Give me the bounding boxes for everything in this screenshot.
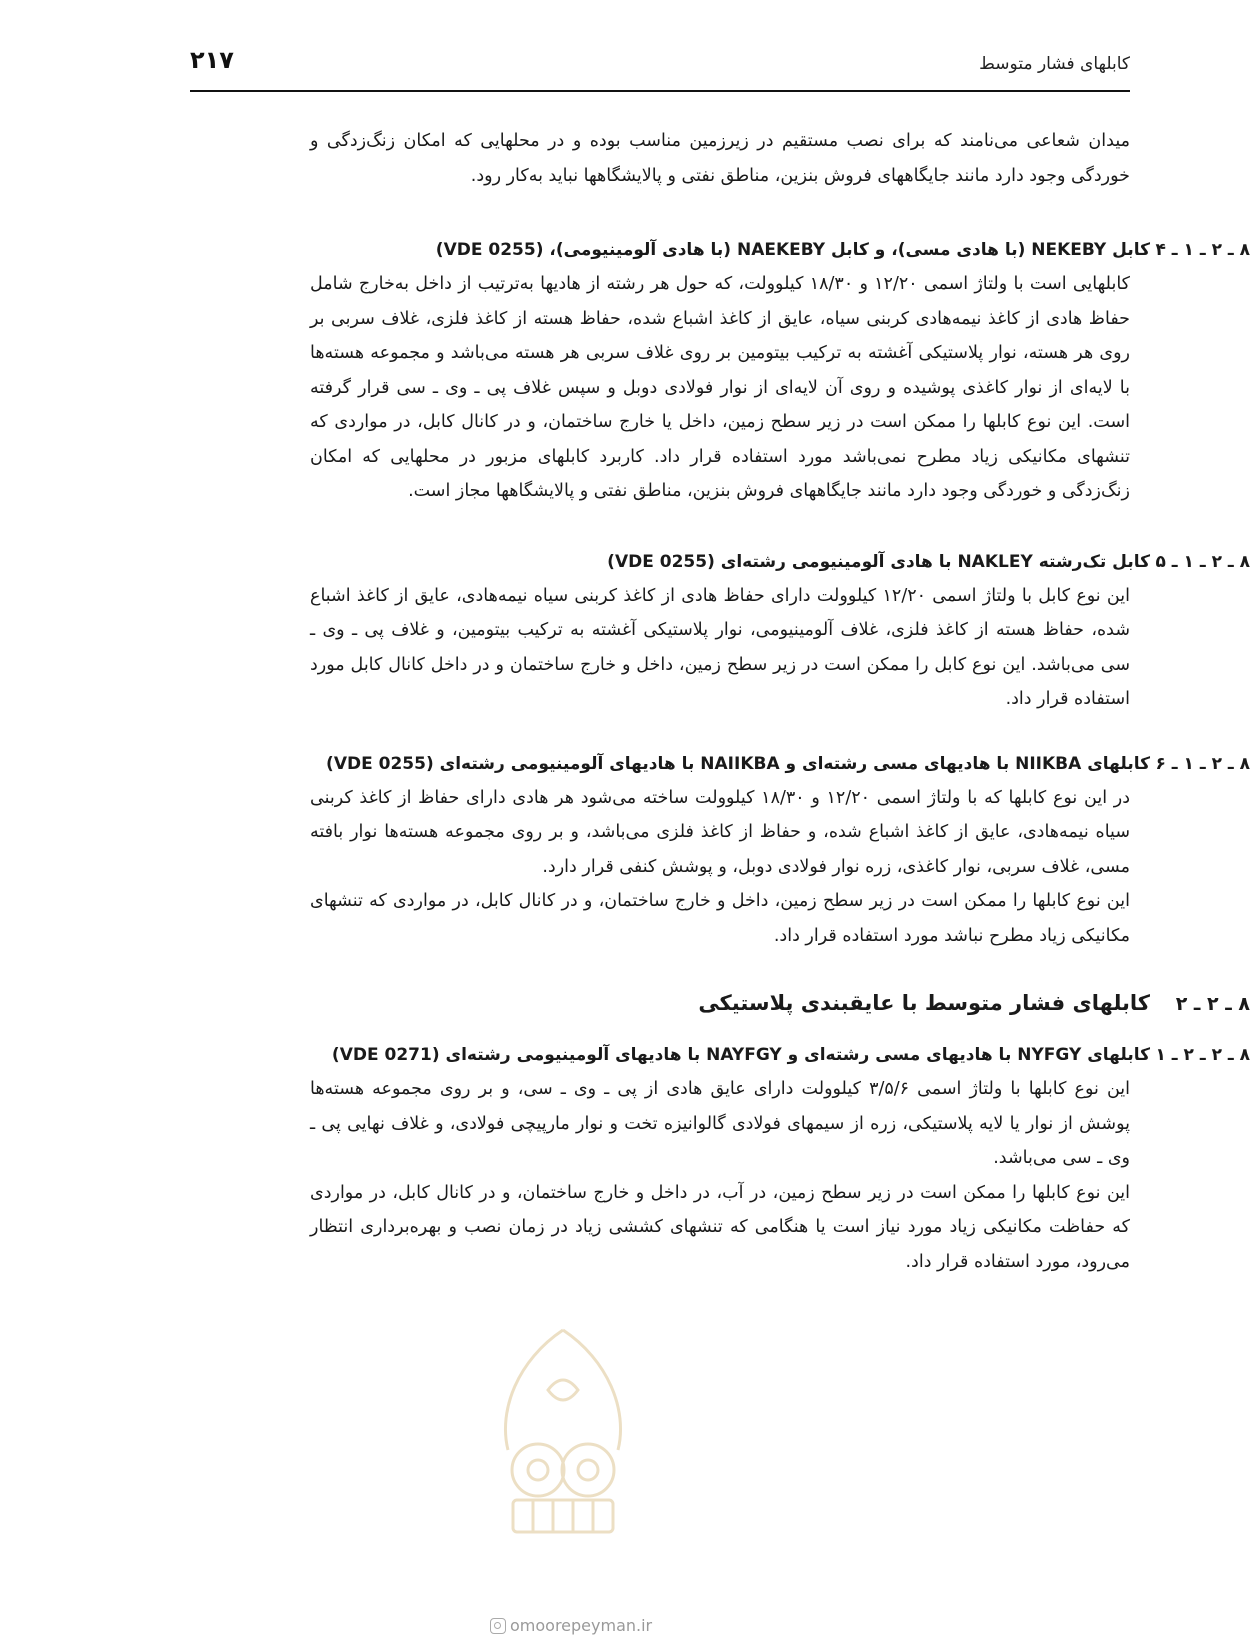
running-header: [190, 46, 1130, 84]
section-8-2-1-6: [190, 747, 1250, 954]
section-title: کابل NEKEBY (با هادی مسی)، و کابل NAEKEBY (با هادی آلومینیومی)، (VDE 0255): [435, 240, 1150, 260]
section-paragraph: این نوع کابل با ولتاژ اسمی ۱۲/۲۰ کیلوولت دارای حفاظ هادی از کاغذ کربنی سیاه نیمه‌هادی، عایق از کاغذ اشباع شده، حفاظ هسته از کاغذ فلزی، غلاف آلومینیومی، نوار پلاستیکی آغشته به ترکیب بیتومین، و غلاف پی ـ وی ـ سی می‌باشد. این نوع کابل را ممکن است در زیر سطح زمین، داخل و خارج ساختمان و در داخل کانال کابل مورد استفاده قرار داد.: [310, 585, 1130, 709]
running-header-title: کابلهای فشار متوسط: [979, 54, 1130, 74]
section-number: ۸ ـ ۲ ـ ۱ ـ ۶: [1155, 753, 1250, 774]
main-section-heading: [190, 983, 1250, 1024]
main-section-title: کابلهای فشار متوسط با عایقبندی پلاستیکی: [698, 991, 1150, 1015]
section-8-2-2-1: [190, 1038, 1250, 1279]
section-paragraph: این نوع کابلها را ممکن است در زیر سطح زمین، در آب، در داخل و خارج ساختمان، و در کانال کابل، در مواردی که حفاظت مکانیکی زیاد مورد نیاز است یا هنگامی که تنشهای کششی زیاد در زمان نصب و بهره‌برداری انتظار می‌رود، مورد استفاده قرار داد.: [310, 1182, 1130, 1272]
section-heading: [190, 545, 1250, 579]
section-heading: [190, 747, 1250, 781]
section-paragraph: این نوع کابلها را ممکن است در زیر سطح زمین، داخل و خارج ساختمان، و در کانال کابل، در مواردی که تنشهای مکانیکی زیاد مطرح نباشد مورد استفاده قرار داد.: [310, 891, 1130, 946]
section-title: کابلهای NIIKBA با هادیهای مسی رشته‌ای و NAIIKBA با هادیهای آلومینیومی رشته‌ای (VDE 0255): [326, 753, 1150, 774]
page-number: ۲۱۷: [190, 46, 234, 74]
section-number: ۸ ـ ۲ ـ ۱ ـ ۵: [1155, 551, 1250, 572]
instagram-icon: [490, 1618, 506, 1634]
section-title: کابل تک‌رشته NAKLEY با هادی آلومینیومی رشته‌ای (VDE 0255): [607, 551, 1150, 572]
footer-watermark: [490, 1616, 652, 1635]
watermark-seal: [478, 1320, 648, 1540]
main-section-number: ۸ ـ ۲ ـ ۲: [1175, 993, 1250, 1015]
header-rule: [190, 90, 1130, 92]
section-paragraph: کابلهایی است با ولتاژ اسمی ۱۲/۲۰ و ۱۸/۳۰ کیلوولت، که حول هر رشته از هادیها به‌ترتیب از داخل به‌خارج شامل حفاظ هادی از کاغذ نیمه‌هادی کربنی سیاه، عایق از کاغذ اشباع شده، حفاظ هسته از کاغذ فلزی، غلاف سربی بر روی هر هسته، نوار پلاستیکی آغشته به ترکیب بیتومین بر روی غلاف سربی هر هسته می‌باشد و مجموعه هسته‌ها با لایه‌ای از نوار کاغذی پوشیده و روی آن لایه‌ای از نوار فولادی دوبل و سپس غلاف پی ـ وی ـ سی قرار گرفته است. این نوع کابلها را ممکن است در زیر سطح زمین، داخل یا خارج ساختمان، و در کانال کابل، در مواردی که تنشهای مکانیکی زیاد مطرح نمی‌باشد مورد استفاده قرار داد. کاربرد کابلهای مزبور در محلهایی که امکان زنگ‌زدگی و خوردگی وجود دارد مانند جایگاههای فروش بنزین، مناطق نفتی و پالایشگاهها مجاز است.: [310, 274, 1131, 501]
section-paragraph: در این نوع کابلها که با ولتاژ اسمی ۱۲/۲۰ و ۱۸/۳۰ کیلوولت ساخته می‌شود هر هادی دارای حفاظ از کاغذ کربنی سیاه نیمه‌هادی، عایق از کاغذ اشباع شده، و حفاظ از کاغذ فلزی می‌باشد، و بر روی مجموعه هسته‌ها نوار بافته مسی، غلاف سربی، نوار کاغذی، زره نوار فولادی دوبل، و پوشش کنفی قرار دارد.: [310, 787, 1130, 877]
section-heading: [190, 233, 1250, 267]
section-paragraph: این نوع کابلها با ولتاژ اسمی ۳/۵/۶ کیلوولت دارای عایق هادی از پی ـ وی ـ سی، و بر روی مجموعه هسته‌ها پوشش از نوار یا لایه پلاستیکی، زره از سیمهای فولادی گالوانیزه تخت و نوار مارپیچی فولادی، و غلاف نهایی پی ـ وی ـ سی می‌باشد.: [310, 1079, 1131, 1168]
section-heading: [190, 1038, 1250, 1072]
section-8-2-1-4: [190, 233, 1250, 509]
section-number: ۸ ـ ۲ ـ ۱ ـ ۴: [1155, 240, 1250, 260]
page-content: [190, 124, 1250, 1279]
footer-watermark-text: omoorepeyman.ir: [510, 1616, 653, 1635]
intro-paragraph: میدان شعاعی می‌نامند که برای نصب مستقیم در زیرزمین مناسب بوده و در محلهایی که امکان زنگ‌زدگی و خوردگی وجود دارد مانند جایگاههای فروش بنزین، مناطق نفتی و پالایشگاهها نباید به‌کار رود.: [310, 131, 1130, 186]
section-8-2-1-5: [190, 545, 1250, 717]
section-title: کابلهای NYFGY با هادیهای مسی رشته‌ای و NAYFGY با هادیهای آلومینیومی رشته‌ای (VDE 0271): [331, 1045, 1150, 1065]
section-number: ۸ ـ ۲ ـ ۲ ـ ۱: [1155, 1045, 1250, 1065]
